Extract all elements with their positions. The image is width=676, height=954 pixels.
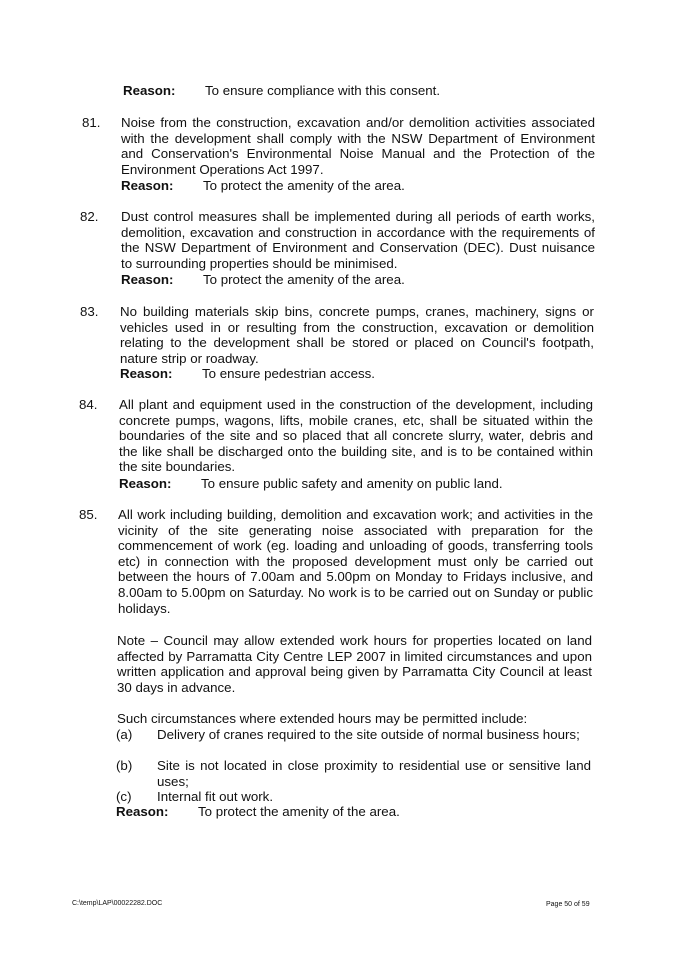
- condition-intro: Such circumstances where extended hours may be permitted include:: [117, 711, 528, 726]
- reason-label: Reason:: [121, 178, 174, 193]
- footer-page-number: Page 50 of 59: [546, 901, 590, 908]
- reason-line: [120, 366, 375, 382]
- reason-label: Reason:: [123, 83, 176, 98]
- condition-number: 84.: [79, 397, 98, 412]
- condition-number: 85.: [79, 507, 98, 522]
- reason-text: To ensure compliance with this consent.: [205, 83, 441, 98]
- list-item: [116, 727, 592, 759]
- condition-number: 82.: [80, 209, 99, 224]
- reason-text: To protect the amenity of the area.: [203, 272, 405, 287]
- reason-line: [121, 178, 405, 194]
- condition-text: Noise from the construction, excavation and/or demolition activities associated with the development shall comply with the NSW Department of Environment and Conservation's Environmental Noise Manual and the Protection of the Environment Operations Act 1997.: [121, 115, 595, 177]
- list-text: Internal fit out work.: [157, 789, 274, 804]
- list-text: Delivery of cranes required to the site outside of normal business hours;: [157, 727, 580, 742]
- list-label: (a): [116, 727, 133, 742]
- reason-label: Reason:: [120, 366, 173, 381]
- list-label: (b): [116, 758, 133, 773]
- reason-text: To ensure public safety and amenity on public land.: [201, 476, 503, 491]
- reason-line: [121, 272, 405, 288]
- reason-text: To protect the amenity of the area.: [198, 804, 400, 819]
- reason-label: Reason:: [116, 804, 169, 819]
- condition-note: Note – Council may allow extended work hours for properties located on land affected by Parramatta City Centre LEP 2007 in limited circumstances and upon written application and approval being given by Parramatta City Council at least 30 days in advance.: [117, 633, 592, 695]
- reason-text: To ensure pedestrian access.: [202, 366, 375, 381]
- reason-text: To protect the amenity of the area.: [203, 178, 405, 193]
- reason-line: [123, 83, 440, 99]
- condition-number: 83.: [80, 304, 99, 319]
- footer-file-path: C:\temp\LAP\00022282.DOC: [72, 900, 163, 907]
- reason-label: Reason:: [119, 476, 172, 491]
- reason-label: Reason:: [121, 272, 174, 287]
- condition-text: Dust control measures shall be implemented during all periods of earth works, demolition, excavation and construction in accordance with the requirements of the NSW Department of Environment and Conservation (DEC). Dust nuisance to surrounding properties should be minimised.: [121, 209, 595, 271]
- list-item: [116, 758, 592, 790]
- reason-line: [116, 804, 400, 820]
- condition-text: All work including building, demolition and excavation work; and activities in the vicinity of the site generating noise associated with preparation for the commencement of work (eg. loading and unloading of goods, transferring tools etc) in connection with the proposed development must only be carried out between the hours of 7.00am and 5.00pm on Monday to Fridays inclusive, and 8.00am to 5.00pm on Saturday. No work is to be carried out on Sunday or public holidays.: [118, 507, 593, 616]
- list-label: (c): [116, 789, 132, 804]
- list-text: Site is not located in close proximity to residential use or sensitive land uses;: [157, 758, 591, 789]
- condition-text: All plant and equipment used in the construction of the development, including concrete pumps, wagons, lifts, mobile cranes, etc, shall be situated within the boundaries of the site and so placed that all concrete slurry, water, debris and the like shall be discharged onto the building site, and is to be contained within the site boundaries.: [119, 397, 593, 475]
- condition-number: 81.: [82, 115, 101, 130]
- reason-line: [119, 476, 503, 492]
- list-item: [116, 789, 592, 805]
- condition-text: No building materials skip bins, concrete pumps, cranes, machinery, signs or vehicles used in or resulting from the construction, excavation or demolition relating to the development shall be stored or placed on Council's footpath, nature strip or roadway.: [120, 304, 594, 366]
